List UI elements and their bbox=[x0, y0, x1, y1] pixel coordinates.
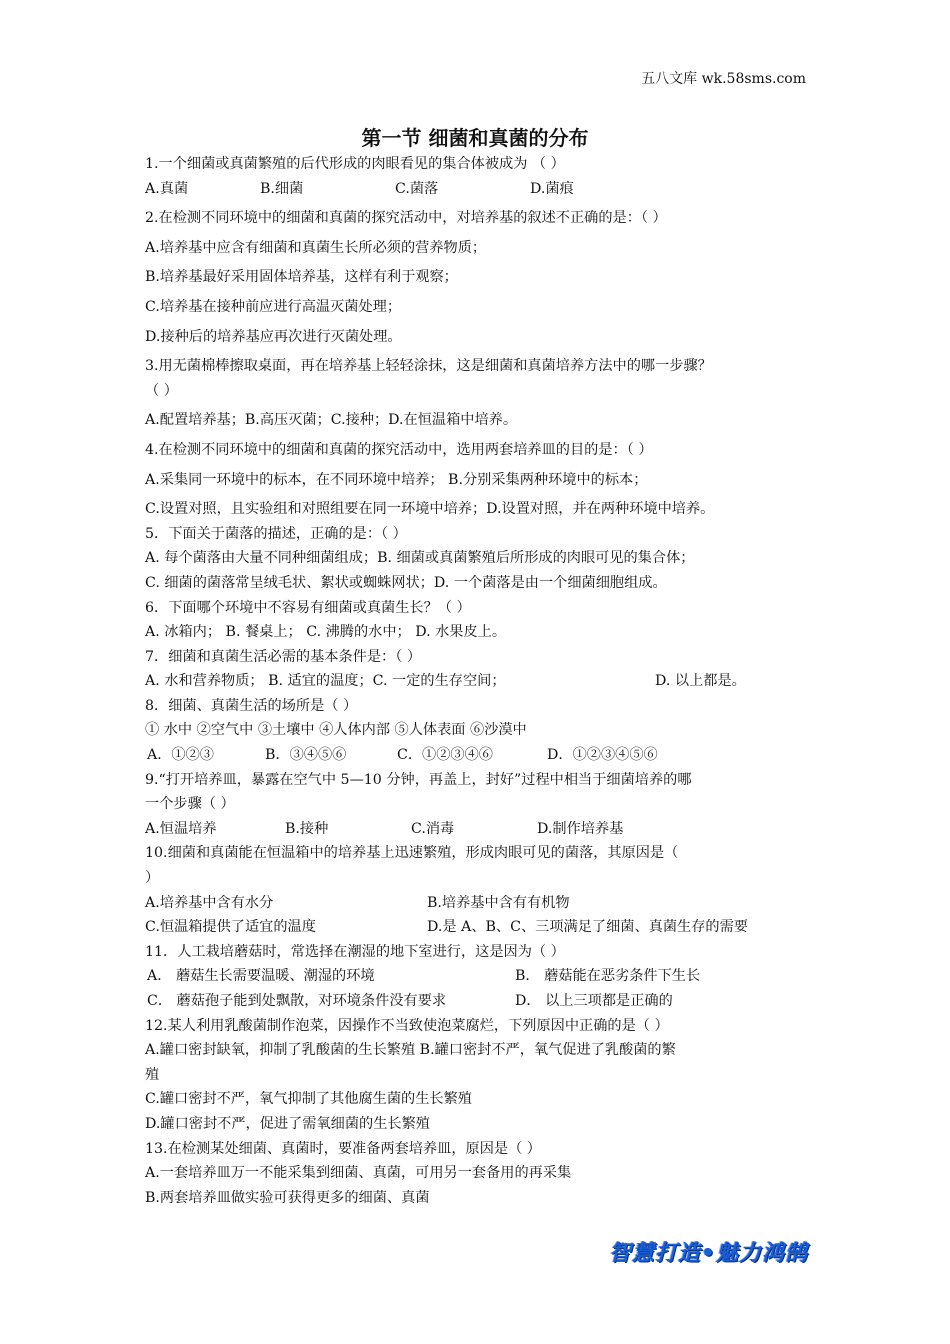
q8-stem: 8．细菌、真菌生活的场所是（ ） bbox=[145, 697, 358, 714]
q4-options-cd: C.设置对照，且实验组和对照组要在同一环境中培养；D.设置对照，并在两种环境中培养。 bbox=[145, 501, 715, 518]
footer-logo: 智慧打造•魅力鸿鹄 bbox=[608, 1241, 808, 1266]
q9-options bbox=[145, 817, 825, 842]
q5-options-cd: C. 细菌的菌落常呈绒毛状、絮状或蜘蛛网状；D. 一个菌落是由一个细菌细胞组成。 bbox=[145, 574, 667, 591]
q4-options-ab: A.采集同一环境中的标本，在不同环境中培养； B.分别采集两种环境中的标本； bbox=[145, 471, 648, 488]
q8-option-c: C．①②③④⑥ bbox=[397, 747, 493, 764]
q10-stem-cont: ） bbox=[145, 870, 160, 887]
q12-stem: 12.某人利用乳酸菌制作泡菜，因操作不当致使泡菜腐烂，下列原因中正确的是（ ） bbox=[145, 1017, 669, 1034]
q7-options bbox=[145, 669, 825, 694]
q11-options-ab bbox=[145, 964, 825, 989]
q9-option-a: A.恒温培养 bbox=[145, 820, 217, 837]
q7-options-abc: A. 水和营养物质； B. 适宜的温度；C. 一定的生存空间； bbox=[145, 673, 506, 690]
q8-options bbox=[145, 743, 825, 768]
q3-stem-cont: （ ） bbox=[145, 382, 178, 399]
q10-options-cd bbox=[145, 915, 825, 940]
page-title: 第一节 细菌和真菌的分布 bbox=[361, 126, 589, 150]
q2-option-c: C.培养基在接种前应进行高温灭菌处理； bbox=[145, 298, 402, 315]
q10-option-a: A.培养基中含有水分 bbox=[145, 894, 274, 911]
q1-option-d: D.菌痕 bbox=[530, 180, 574, 197]
q5-stem: 5．下面关于菌落的描述，正确的是：（ ） bbox=[145, 525, 407, 542]
q12-option-c: C.罐口密封不严，氧气抑制了其他腐生菌的生长繁殖 bbox=[145, 1091, 472, 1108]
q11-option-a: A． 蘑菇生长需要温暖、潮湿的环境 bbox=[147, 968, 375, 985]
q9-stem: 9.“打开培养皿，暴露在空气中 5—10 分钟，再盖上，封好”过程中相当于细菌培养的哪 bbox=[145, 771, 692, 788]
q1-option-a: A.真菌 bbox=[145, 180, 189, 197]
q10-stem: 10.细菌和真菌能在恒温箱中的培养基上迅速繁殖，形成肉眼可见的菌落，其原因是（ bbox=[145, 845, 679, 862]
q1-option-b: B.细菌 bbox=[260, 180, 304, 197]
q1-options bbox=[145, 177, 825, 202]
q9-option-c: C.消毒 bbox=[411, 820, 455, 837]
q9-option-b: B.接种 bbox=[285, 820, 329, 837]
q3-stem: 3.用无菌棉棒擦取桌面，再在培养基上轻轻涂抹，这是细菌和真菌培养方法中的哪一步骤？ bbox=[145, 358, 712, 375]
q10-options-ab bbox=[145, 891, 825, 916]
q8-option-b: B．③④⑤⑥ bbox=[265, 747, 347, 764]
q11-option-b: B． 蘑菇能在恶劣条件下生长 bbox=[515, 968, 701, 985]
q10-option-b: B.培养基中含有有机物 bbox=[427, 894, 570, 911]
q13-option-a: A.一套培养皿万一不能采集到细菌、真菌，可用另一套备用的再采集 bbox=[145, 1165, 572, 1182]
q11-option-c: C． 蘑菇孢子能到处飘散，对环境条件没有要求 bbox=[147, 993, 447, 1009]
question-list bbox=[145, 152, 825, 1210]
q8-option-d: D．①②③④⑤⑥ bbox=[547, 747, 658, 764]
q7-option-d: D. 以上都是。 bbox=[655, 673, 746, 690]
q1-option-c: C.菌落 bbox=[395, 180, 439, 197]
q4-stem: 4.在检测不同环境中的细菌和真菌的探究活动中，选用两套培养皿的目的是：（ ） bbox=[145, 441, 653, 458]
q11-options-cd bbox=[145, 989, 825, 1014]
q6-stem: 6．下面哪个环境中不容易有细菌或真菌生长？（ ） bbox=[145, 599, 471, 616]
q12-options-ab-cont: 殖 bbox=[145, 1066, 160, 1083]
q12-options-ab: A.罐口密封缺氧，抑制了乳酸菌的生长繁殖 B.罐口密封不严，氧气促进了乳酸菌的繁 bbox=[145, 1042, 676, 1059]
q11-stem: 11．人工栽培蘑菇时，常选择在潮湿的地下室进行，这是因为（ ） bbox=[145, 943, 565, 960]
q2-option-d: D.接种后的培养基应再次进行灭菌处理。 bbox=[145, 328, 402, 345]
q9-option-d: D.制作培养基 bbox=[537, 820, 624, 837]
q11-option-d: D． 以上三项都是正确的 bbox=[515, 993, 673, 1009]
q10-option-c: C.恒温箱提供了适宜的温度 bbox=[145, 919, 316, 936]
q2-option-a: A.培养基中应含有细菌和真菌生长所必须的营养物质； bbox=[145, 239, 487, 256]
q7-stem: 7．细菌和真菌生活必需的基本条件是：（ ） bbox=[145, 648, 422, 665]
q2-stem: 2.在检测不同环境中的细菌和真菌的探究活动中，对培养基的叙述不正确的是：（ ） bbox=[145, 210, 667, 227]
q5-options-ab: A. 每个菌落由大量不同种细菌组成；B. 细菌或真菌繁殖后所形成的肉眼可见的集合体； bbox=[145, 550, 695, 567]
q13-option-b: B.两套培养皿做实验可获得更多的细菌、真菌 bbox=[145, 1189, 430, 1206]
q9-stem-cont: 一个步骤（ ） bbox=[145, 796, 235, 813]
q10-option-d: D.是 A、B、C、三项满足了细菌、真菌生存的需要 bbox=[427, 919, 748, 936]
q2-option-b: B.培养基最好采用固体培养基，这样有利于观察； bbox=[145, 269, 458, 286]
q6-options: A. 冰箱内； B. 餐桌上； C. 沸腾的水中； D. 水果皮上。 bbox=[145, 624, 507, 641]
q8-items: ① 水中 ②空气中 ③土壤中 ④人体内部 ⑤人体表面 ⑥沙漠中 bbox=[145, 722, 527, 739]
q13-stem: 13.在检测某处细菌、真菌时，要准备两套培养皿，原因是（ ） bbox=[145, 1140, 541, 1157]
q3-options: A.配置培养基；B.高压灭菌；C.接种；D.在恒温箱中培养。 bbox=[145, 412, 518, 429]
q1-stem: 1.一个细菌或真菌繁殖的后代形成的肉眼看见的集合体被成为 （ ） bbox=[145, 156, 565, 172]
q8-option-a: A．①②③ bbox=[147, 747, 214, 764]
q12-option-d: D.罐口密封不严，促进了需氧细菌的生长繁殖 bbox=[145, 1115, 430, 1132]
site-header: 五八文库 wk.58sms.com bbox=[641, 71, 806, 87]
